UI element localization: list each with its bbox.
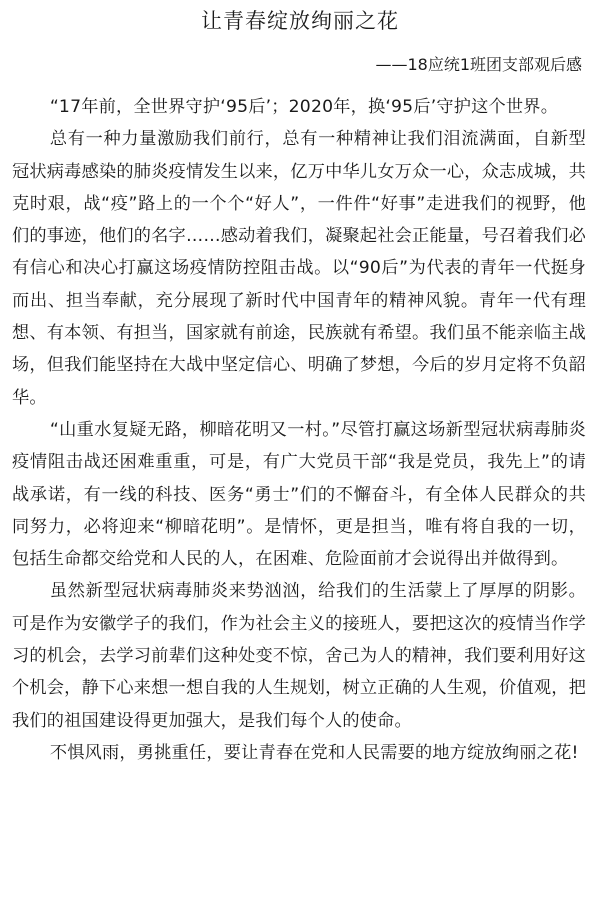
page-title: 让青春绽放绚丽之花 [201,9,399,33]
paragraph-5: 不惧风雨，勇挑重任，要让青春在党和人民需要的地方绽放绚丽之花! [49,742,579,763]
paragraph-2: 总有一种力量激励我们前行，总有一种精神让我们泪流满面，自新型冠状病毒感染的肺炎疫情发生以来，亿万中华儿女万众一心，众志成城，共克时艰，战“疫”路上的一个个“好人”，一件件“好事”走进我们的视野，他们的事迹，他们的名字……感动着我们，凝聚起社会正能量，号召着我们必有信心和决心打赢这场疫情防控阻击战。以“90后”为代表的青年一代挺身而出、担当奉献，充分展现了新时代中国青年的精神风貌。青年一代有理想、有本领、有担当，国家就有前途，民族就有希望。我们虽不能亲临主战场，但我们能坚持在大战中坚定信心、明确了梦想，今后的岁月定将不负韶华。 [12,129,586,408]
byline: ——18应统1班团支部观后感 [375,55,582,74]
paragraph-4: 虽然新型冠状病毒肺炎来势汹汹，给我们的生活蒙上了厚厚的阴影。可是作为安徽学子的我们，作为社会主义的接班人，要把这次的疫情当作学习的机会，去学习前辈们这种处变不惊，舍己为人的精神，我们要利用好这个机会，静下心来想一想自我的人生规划，树立正确的人生观，价值观，把我们的祖国建设得更加强大，是我们每个人的使命。 [12,581,586,731]
paragraph-3: “山重水复疑无路，柳暗花明又一村。”尽管打赢这场新型冠状病毒肺炎疫情阻击战还困难重重，可是，有广大党员干部“我是党员，我先上”的请战承诺，有一线的科技、医务“勇士”们的不懈奋斗，有全体人民群众的共同努力，必将迎来“柳暗花明”。是情怀，更是担当，唯有将自我的一切，包括生命都交给党和人民的人，在困难、危险面前才会说得出并做得到。 [12,419,586,570]
article-body [12,91,586,769]
paragraph-1: “17年前，全世界守护‘95后’；2020年，换‘95后’守护这个世界。 [49,97,559,117]
